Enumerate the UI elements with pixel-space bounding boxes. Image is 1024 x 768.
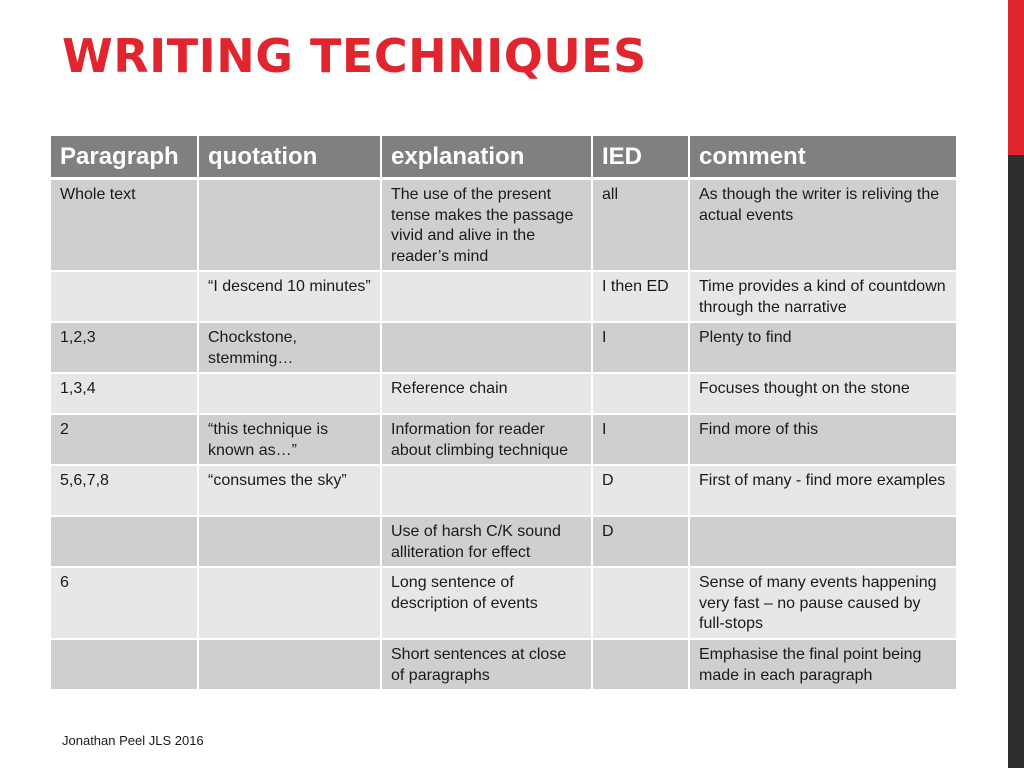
cell-comment: As though the writer is reliving the actual events <box>690 180 956 272</box>
cell-quotation: Chockstone, stemming… <box>199 323 382 374</box>
cell-ied: I <box>593 323 690 374</box>
accent-bar-red <box>1008 0 1024 155</box>
accent-bar-dark <box>1008 155 1024 768</box>
cell-comment: Sense of many events happening very fast – no pause caused by full-stops <box>690 568 956 640</box>
cell-paragraph <box>51 640 199 691</box>
cell-ied: I <box>593 415 690 466</box>
header-paragraph: Paragraph <box>51 136 199 180</box>
cell-paragraph: 6 <box>51 568 199 640</box>
cell-comment: Focuses thought on the stone <box>690 374 956 415</box>
cell-comment: Emphasise the final point being made in each paragraph <box>690 640 956 691</box>
cell-ied: D <box>593 466 690 517</box>
cell-explanation: Long sentence of description of events <box>382 568 593 640</box>
cell-ied <box>593 640 690 691</box>
cell-quotation: “this technique is known as…” <box>199 415 382 466</box>
techniques-table <box>51 136 956 691</box>
cell-ied: D <box>593 517 690 568</box>
cell-quotation <box>199 640 382 691</box>
cell-paragraph: 1,3,4 <box>51 374 199 415</box>
cell-ied: all <box>593 180 690 272</box>
cell-explanation: The use of the present tense makes the passage vivid and alive in the reader’s mind <box>382 180 593 272</box>
cell-paragraph: 2 <box>51 415 199 466</box>
cell-explanation: Reference chain <box>382 374 593 415</box>
table-row <box>51 568 956 640</box>
cell-quotation <box>199 568 382 640</box>
cell-comment: First of many - find more examples <box>690 466 956 517</box>
cell-quotation <box>199 517 382 568</box>
cell-paragraph <box>51 272 199 323</box>
cell-comment: Time provides a kind of countdown through the narrative <box>690 272 956 323</box>
cell-paragraph: 5,6,7,8 <box>51 466 199 517</box>
table-header-row <box>51 136 956 180</box>
cell-comment <box>690 517 956 568</box>
cell-ied: I then ED <box>593 272 690 323</box>
header-quotation: quotation <box>199 136 382 180</box>
table-row <box>51 180 956 272</box>
cell-paragraph: 1,2,3 <box>51 323 199 374</box>
cell-ied <box>593 374 690 415</box>
slide-title: WRITING TECHNIQUES <box>62 29 647 83</box>
header-comment: comment <box>690 136 956 180</box>
cell-paragraph: Whole text <box>51 180 199 272</box>
table-row <box>51 640 956 691</box>
cell-explanation <box>382 323 593 374</box>
cell-quotation: “consumes the sky” <box>199 466 382 517</box>
cell-quotation <box>199 374 382 415</box>
table-row <box>51 466 956 517</box>
table-row <box>51 374 956 415</box>
table-row <box>51 323 956 374</box>
cell-ied <box>593 568 690 640</box>
table-row <box>51 415 956 466</box>
footer-credit: Jonathan Peel JLS 2016 <box>62 733 204 748</box>
header-ied: IED <box>593 136 690 180</box>
table-row <box>51 517 956 568</box>
cell-quotation <box>199 180 382 272</box>
cell-explanation <box>382 466 593 517</box>
cell-explanation: Short sentences at close of paragraphs <box>382 640 593 691</box>
table-row <box>51 272 956 323</box>
header-explanation: explanation <box>382 136 593 180</box>
cell-explanation: Use of harsh C/K sound alliteration for effect <box>382 517 593 568</box>
cell-comment: Find more of this <box>690 415 956 466</box>
cell-paragraph <box>51 517 199 568</box>
cell-explanation <box>382 272 593 323</box>
cell-comment: Plenty to find <box>690 323 956 374</box>
cell-explanation: Information for reader about climbing technique <box>382 415 593 466</box>
cell-quotation: “I descend 10 minutes” <box>199 272 382 323</box>
